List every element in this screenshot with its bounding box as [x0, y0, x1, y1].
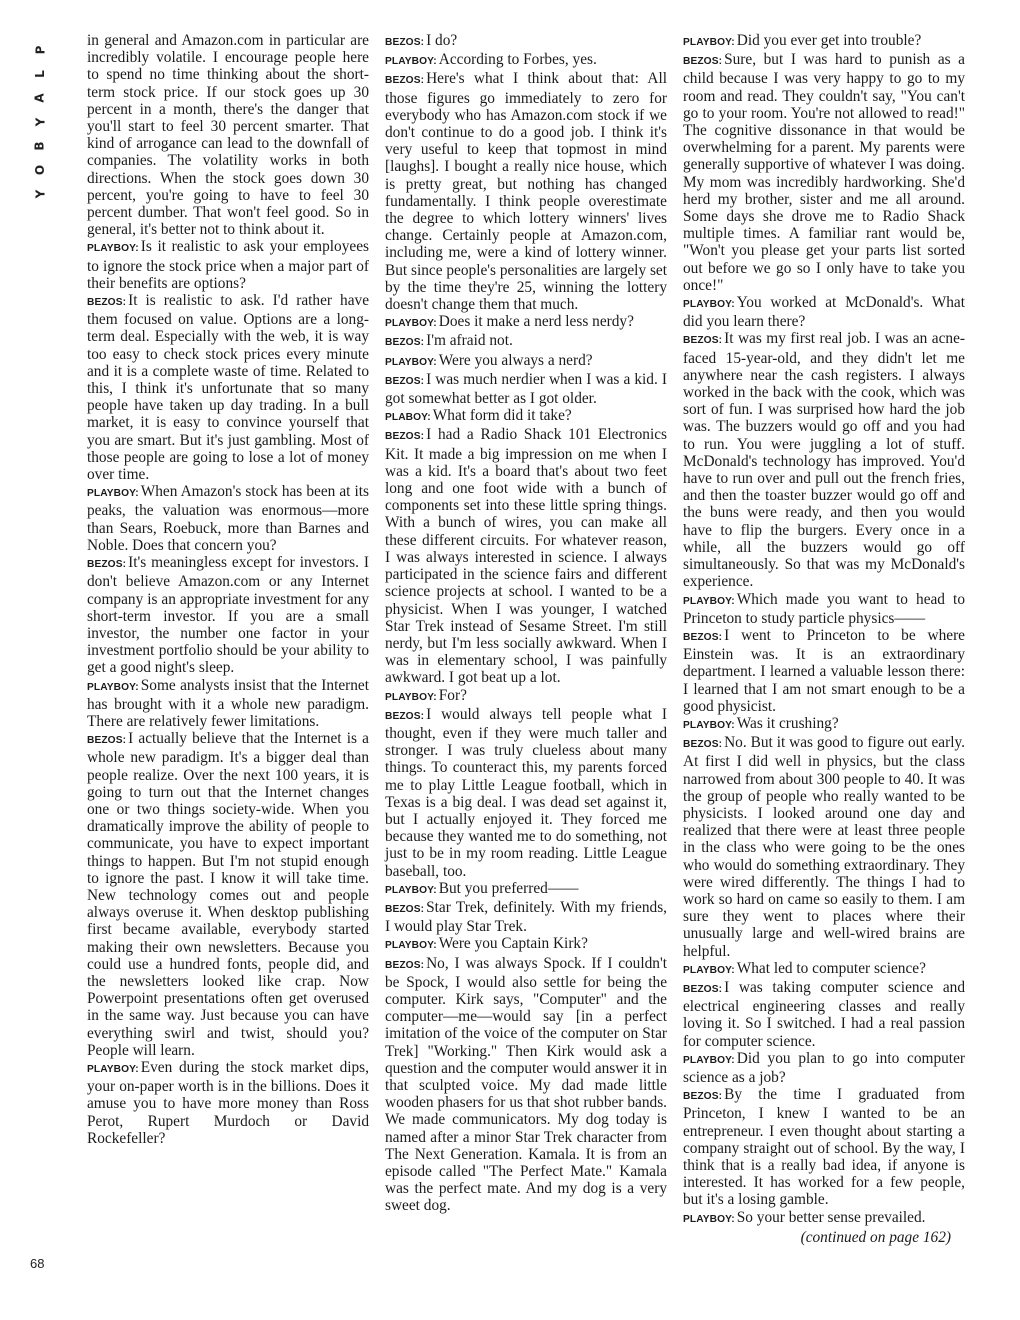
interview-paragraph: [683, 627, 965, 715]
speaker-label: BEZOS:: [385, 431, 425, 443]
paragraph-text: Were you Captain Kirk?: [438, 935, 588, 953]
speaker-label: BEZOS:: [385, 37, 425, 48]
speaker-label: PLAYBOY:: [683, 595, 735, 607]
paragraph-text: I went to Princeton to be where Einstein was. It is an extraordinary department. I learned a valuable lesson there: I learned that I am not smart enough to be a good physicist.: [683, 626, 965, 715]
interview-paragraph: [385, 935, 667, 954]
speaker-label: PLAYBOY:: [87, 681, 139, 693]
interview-paragraph: [385, 51, 667, 70]
interview-paragraph: [87, 1059, 369, 1147]
paragraph-text: According to Forbes, yes.: [438, 51, 597, 69]
paragraph-text: I would always tell people what I thought, even if they were much taller and stronger. I was truly clueless about many things. To counteract this, my parents forced me to play Little League football, which in Texas is a big deal. I was dead set against it, but I actually enjoyed it. They forced me because they wanted me to do something, not just to be in my room reading. Little League baseball, too.: [385, 705, 667, 880]
speaker-label: PLAYBOY:: [87, 1063, 139, 1075]
paragraph-text: Were you always a nerd?: [438, 351, 593, 369]
paragraph-text: No, I was always Spock. If I couldn't be Spock, I would also settle for being the computer. Kirk says, "Computer" and the computer—me—would say [in a perfect imitation of the voice of the computer on Star Trek] "Working." Then Kirk would ask a question and the computer would answer it in that sculpted voice. My dad made little wooden phasers for us that shot rubber bands. We made communicators. My dog today is named after a minor Star Trek character from The Next Generation. Kamala. It is from an episode called "The Perfect Mate." Kamala was the perfect mate. And my dog is a very sweet dog.: [385, 954, 667, 1215]
paragraph-text: No. But it was good to figure out early. At first I did well in physics, but the class narrowed from about 300 people to 40. It was the group of people who really wanted to be physicists. I looked around one day and realized that there were at least three people in the class who were going to be the ones who would do something extraordinary. They were wired differently. The things I had to work so hard on came so easily to them. I am sure they went to places where their unusually large and well-wired brains are helpful.: [683, 734, 965, 960]
interview-paragraph: [683, 330, 965, 590]
logo-letter: P: [32, 45, 47, 55]
interview-paragraph: [385, 332, 667, 351]
page-number: 68: [30, 1256, 45, 1271]
interview-paragraph: [385, 407, 667, 426]
interview-paragraph: [683, 960, 965, 979]
paragraph-text: For?: [438, 686, 467, 704]
playboy-vertical-logo: [30, 38, 50, 206]
speaker-label: BEZOS:: [385, 75, 425, 87]
paragraph-text: It's meaningless except for investors. I don't believe Amazon.com or any Internet company is an appropriate investment for any short-term investor. If you are a small investor, the number one factor in your investment portfolio should be your ability to get a good night's sleep.: [87, 554, 369, 677]
interview-paragraph: [683, 1209, 965, 1228]
logo-letter: Y: [32, 117, 47, 127]
paragraph-text: I was much nerdier when I was a kid. I got somewhat better as I got older.: [385, 370, 667, 408]
speaker-label: BEZOS:: [683, 739, 723, 751]
speaker-label: PLAYBOY:: [683, 37, 735, 48]
logo-letter: O: [32, 164, 47, 176]
paragraph-text: Which made you want to head to Princeton to study particle physics——: [683, 590, 965, 627]
interview-paragraph: [683, 294, 965, 330]
paragraph-text: I actually believe that the Internet is a whole new paradigm. It's a bigger deal than people realize. Over the next 100 years, it is going to turn out that the Internet changes one or two things society-wide. When you dramatically improve the ability of people to communicate, you have to expect important things to happen. But I'm not stupid enough to ignore the past. I know it will take time. New technology comes out and people always overuse it. When desktop publishing first became available, everybody started making their own newsletters. Because you could use a hundred fonts, people did, and the newsletters looked like crap. Now Powerpoint presentations often get overused in the same way. Just because you can have everything swirl and twist, should you? People will learn.: [87, 730, 369, 1059]
interview-paragraph: [87, 677, 369, 731]
interview-paragraph: [385, 426, 667, 686]
interview-paragraph: [683, 1086, 965, 1208]
speaker-label: BEZOS:: [683, 335, 723, 347]
speaker-label: PLABOY:: [385, 412, 431, 424]
interview-paragraph: [385, 313, 667, 332]
speaker-label: PLAYBOY:: [385, 884, 437, 896]
interview-paragraph: [683, 1050, 965, 1086]
speaker-label: BEZOS:: [385, 337, 425, 349]
paragraph-text: Some analysts insist that the Internet has brought with it a whole new paradigm. There are relatively fewer limitations.: [87, 676, 369, 730]
interview-paragraph: [385, 899, 667, 935]
continued-note: (continued on page 162): [800, 1228, 951, 1246]
paragraph-text: Even during the stock market dips, your on-paper worth is in the billions. Does it amuse you to have more money than Ross Perot, Rupert Murdoch or David Rockefeller?: [87, 1058, 369, 1147]
logo-letter: Y: [32, 189, 47, 199]
paragraph-text: Did you plan to go into computer science as a job?: [683, 1049, 965, 1086]
interview-paragraph: [385, 352, 667, 371]
paragraph-text: I had a Radio Shack 101 Electronics Kit. It made a big impression on me when I was a kid. It's a board that's about two feet long and one foot wide with a bunch of components set into these little spring things. With a bunch of wires, you can make all these different circuits. For whatever reason, I was always interested in science. I always participated in the science fairs and different science projects at school. I wanted to be a physicist. When I was younger, I watched Star Trek instead of Sesame Street. I'm still nerdy, but I'm less socially awkward. When I was in elementary school, I was painfully awkward. I got beat up a lot.: [385, 426, 667, 687]
paragraph-text: It was my first real job. I was an acne-faced 15-year-old, and they didn't let me anywhere near the cash registers. I always worked in the back with the cook, which was sort of fun. I was surprised how hard the job was. The buzzers would go off and you had to run. You were juggling a lot of stuff. McDonald's technology has improved. You'd have to run over and pull out the french fries, and then the toaster buzzer would go off and the buns were ready, and then you would have to flip the burgers. Every once in a while, all the buzzers would go off simultaneously. So that was my McDonald's experience.: [683, 330, 965, 591]
speaker-label: PLAYBOY:: [683, 299, 735, 311]
paragraph-text: So your better sense prevailed.: [736, 1208, 926, 1226]
speaker-label: PLAYBOY:: [87, 488, 139, 500]
interview-paragraph: [385, 32, 667, 51]
logo-letter: L: [33, 70, 47, 78]
speaker-label: PLAYBOY:: [385, 56, 437, 68]
interview-paragraph: [683, 979, 965, 1050]
speaker-label: PLAYBOY:: [385, 318, 437, 330]
paragraph-text: You worked at McDonald's. What did you learn there?: [683, 294, 965, 331]
paragraph-text: By the time I graduated from Princeton, I knew I wanted to be an entrepreneur. I even thought about starting a company straight out of school. By the way, I think that is a really bad idea, if anyone is interested. It has worked for a few people, but it's a losing gamble.: [683, 1086, 965, 1209]
paragraph-text: Is it realistic to ask your employees to ignore the stock price when a major part of their benefits are options?: [87, 238, 369, 292]
text-column-3: [683, 32, 965, 1246]
speaker-label: PLAYBOY:: [87, 243, 139, 255]
interview-paragraph: [385, 880, 667, 899]
paragraph-text: What led to computer science?: [736, 959, 926, 977]
speaker-label: BEZOS:: [385, 710, 425, 722]
speaker-label: BEZOS:: [385, 959, 425, 971]
speaker-label: BEZOS:: [683, 631, 723, 643]
interview-paragraph: [683, 591, 965, 627]
speaker-label: BEZOS:: [683, 983, 723, 995]
interview-paragraph: [683, 51, 965, 294]
paragraph-text: It is realistic to ask. I'd rather have them focused on value. Options are a long-term deal. Especially with the web, it is way too easy to check stock prices every minute and it is a complete waste of time. Related to this, I think it's unfortunate that so many people have taken up day trading. In a bull market, it is easy to convince yourself that you are smart. But it's just gambling. Most of those people are going to lose a lot of money over time.: [87, 292, 369, 484]
speaker-label: PLAYBOY:: [683, 1213, 735, 1225]
interview-paragraph: [683, 734, 965, 960]
paragraph-text: But you preferred——: [438, 879, 579, 897]
interview-paragraph: [87, 730, 369, 1059]
paragraph-text: What form did it take?: [432, 407, 572, 425]
speaker-label: PLAYBOY:: [385, 940, 437, 952]
speaker-label: PLAYBOY:: [683, 964, 735, 976]
paragraph-text: Here's what I think about that: All those figures go immediately to zero for everybody who has Amazon.com stock if we don't continue to do a good job. I think it's very useful to keep that topmost in mind [laughs]. I bought a really nice house, which is pretty great, but nothing has changed fundamentally. I think people overestimate the degree to which lottery winners' lives change. Certainly people at Amazon.com, including me, were a kind of lottery winner. But since people's personalities are largely set by the time they're 25, winning the lottery doesn't change them that much.: [385, 70, 667, 314]
logo-letter: A: [32, 93, 47, 103]
paragraph-text: Does it make a nerd less nerdy?: [438, 313, 634, 331]
logo-letter: B: [33, 141, 47, 151]
interview-paragraph: [87, 238, 369, 292]
speaker-label: PLAYBOY:: [385, 356, 437, 368]
text-column-2: [385, 32, 667, 1215]
speaker-label: BEZOS:: [87, 559, 127, 571]
speaker-label: BEZOS:: [87, 297, 127, 309]
speaker-label: BEZOS:: [683, 56, 723, 68]
paragraph-text: Sure, but I was hard to punish as a child because I was very happy to go to my room and read. They couldn't say, "You can't go to your room. You're not allowed to read!" The cognitive dissonance in that would be overwhelming for a parent. My parents were generally supportive of whatever I was doing. My mom was incredibly hardworking. She'd herd my brother, sister and me all around. Some days she drove me to Radio Shack multiple times. A familiar rant would be, "Won't you please get your parts list sorted out before we go so I only have to take you once!": [683, 51, 965, 294]
interview-paragraph: [683, 32, 965, 51]
interview-paragraph: [385, 70, 667, 313]
paragraph-text: Did you ever get into trouble?: [736, 32, 922, 49]
speaker-label: PLAYBOY:: [683, 719, 735, 731]
interview-paragraph: [683, 715, 965, 734]
paragraph-text: I'm afraid not.: [426, 332, 513, 350]
paragraph-text: I was taking computer science and electrical engineering classes and really loving it. So I switched. I had a real passion for computer science.: [683, 978, 965, 1050]
interview-paragraph: [87, 292, 369, 483]
paragraph-text: Was it crushing?: [736, 714, 839, 732]
paragraph-text: When Amazon's stock has been at its peaks, the valuation was enormous—more than Sears, Roebuck, more than Barnes and Noble. Does that concern you?: [87, 483, 369, 554]
speaker-label: BEZOS:: [385, 375, 425, 387]
paragraph-text: Star Trek, definitely. With my friends, I would play Star Trek.: [385, 898, 667, 936]
speaker-label: BEZOS:: [385, 903, 425, 915]
speaker-label: BEZOS:: [87, 735, 127, 747]
interview-paragraph: [385, 955, 667, 1215]
interview-paragraph: [385, 706, 667, 880]
text-column-1: [87, 32, 369, 1147]
interview-paragraph: [385, 371, 667, 407]
speaker-label: PLAYBOY:: [683, 1054, 735, 1066]
paragraph-text: I do?: [426, 32, 458, 49]
speaker-label: PLAYBOY:: [385, 691, 437, 703]
interview-paragraph: [385, 687, 667, 706]
interview-paragraph: [87, 32, 369, 238]
interview-paragraph: [87, 483, 369, 554]
interview-paragraph: [87, 554, 369, 676]
speaker-label: BEZOS:: [683, 1091, 723, 1103]
paragraph-text: in general and Amazon.com in particular are incredibly volatile. I encourage people here to spend no time thinking about the short-term stock price. If our stock goes up 30 percent in a month, there's the danger that you'll start to feel 30 percent smarter. That kind of arrogance can lead to the downfall of companies. The volatility works in both directions. When the stock goes down 30 percent, you're going to have to feel 30 percent dumber. That won't feel good. So in general, it's better not to think about it.: [87, 32, 369, 239]
